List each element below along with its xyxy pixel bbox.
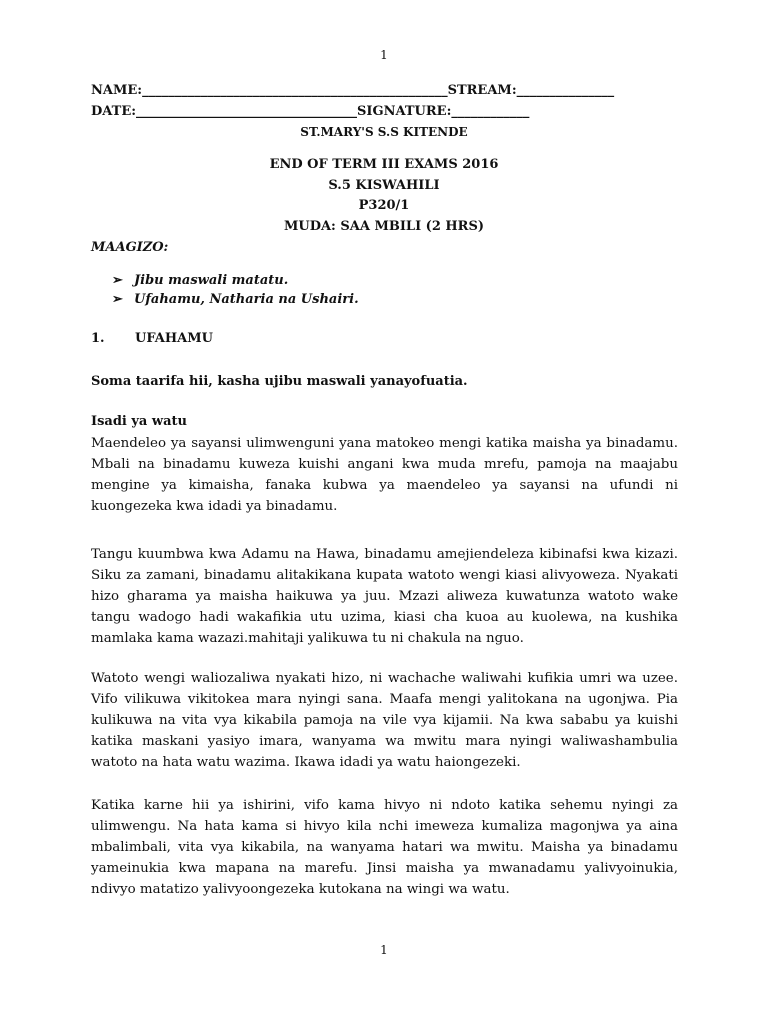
instruction-item xyxy=(112,273,288,288)
question-prompt: Soma taarifa hii, kasha ujibu maswali yanayofuatia. xyxy=(91,374,468,389)
arrow-bullet-icon: ➢ xyxy=(112,292,123,307)
instruction-item xyxy=(112,292,359,307)
instruction-text: Ufahamu, Natharia na Ushairi. xyxy=(134,292,359,307)
passage-paragraph: Maendeleo ya sayansi ulimwenguni yana matokeo mengi katika maisha ya binadamu. Mbali na binadamu kuweza kuishi angani kwa muda mrefu, pamoja na maajabu mengine ya kimaisha, fanaka kubwa ya maendeleo ya sayansi na ufundi ni kuongezeka kwa idadi ya binadamu. xyxy=(91,436,678,514)
question-number: 1. xyxy=(91,331,105,346)
page-number-top: 1 xyxy=(380,48,388,62)
exam-duration: MUDA: SAA MBILI (2 HRS) xyxy=(283,219,485,234)
instruction-text: Jibu maswali matatu. xyxy=(134,273,289,288)
name-stream-line: NAME:_______________________________________________STREAM:_______________ xyxy=(91,83,615,98)
school-name: ST.MARY'S S.S KITENDE xyxy=(300,125,468,139)
exam-title: END OF TERM III EXAMS 2016 xyxy=(269,157,499,172)
arrow-bullet-icon: ➢ xyxy=(112,273,123,288)
passage-paragraph: Katika karne hii ya ishirini, vifo kama hivyo ni ndoto katika sehemu nyingi za ulimwengu. Na hata kama si hivyo kila nchi imeweza kumaliza magonjwa ya aina mbalimbali, vita vya kikabila, na wanyama hatari wa mwitu. Maisha ya binadamu yameinukia kwa mapana na marefu. Jinsi maisha ya mwanadamu yalivyoinukia, ndivyo matatizo yalivyoongezeka kutokana na wingi wa watu. xyxy=(91,798,678,897)
passage-title: Isadi ya watu xyxy=(91,414,187,429)
date-signature-line: DATE:__________________________________SIGNATURE:____________ xyxy=(91,104,530,119)
page-number-bottom: 1 xyxy=(380,943,388,957)
passage-paragraph: Tangu kuumbwa kwa Adamu na Hawa, binadamu amejiendeleza kibinafsi kwa kizazi. Siku za zamani, binadamu alitakikana kupata watoto wengi kiasi alivyoweza. Nyakati hizo gharama ya maisha haikuwa ya juu. Mzazi aliweza kuwatunza watoto wake tangu wadogo hadi wakafikia utu uzima, kiasi cha kuoa au kuolewa, na kushika mamlaka kama wazazi.mahitaji yalikuwa tu ni chakula na nguo. xyxy=(91,547,678,646)
exam-paper-code: P320/1 xyxy=(358,198,410,213)
question-title: UFAHAMU xyxy=(135,331,213,346)
question-heading xyxy=(91,331,213,346)
exam-class: S.5 KISWAHILI xyxy=(328,178,440,193)
instructions-label: MAAGIZO: xyxy=(91,240,169,255)
passage-paragraph: Watoto wengi waliozaliwa nyakati hizo, ni wachache waliwahi kufikia umri wa uzee. Vifo vilikuwa vikitokea mara nyingi sana. Maafa mengi yalitokana na ugonjwa. Pia kulikuwa na vita vya kikabila pamoja na vile vya kijamii. Na kwa sababu ya kuishi katika maskani yasiyo imara, wanyama wa mwitu mara nyingi waliwashambulia watoto na hata watu wazima. Ikawa idadi ya watu haiongezeki. xyxy=(91,671,678,770)
